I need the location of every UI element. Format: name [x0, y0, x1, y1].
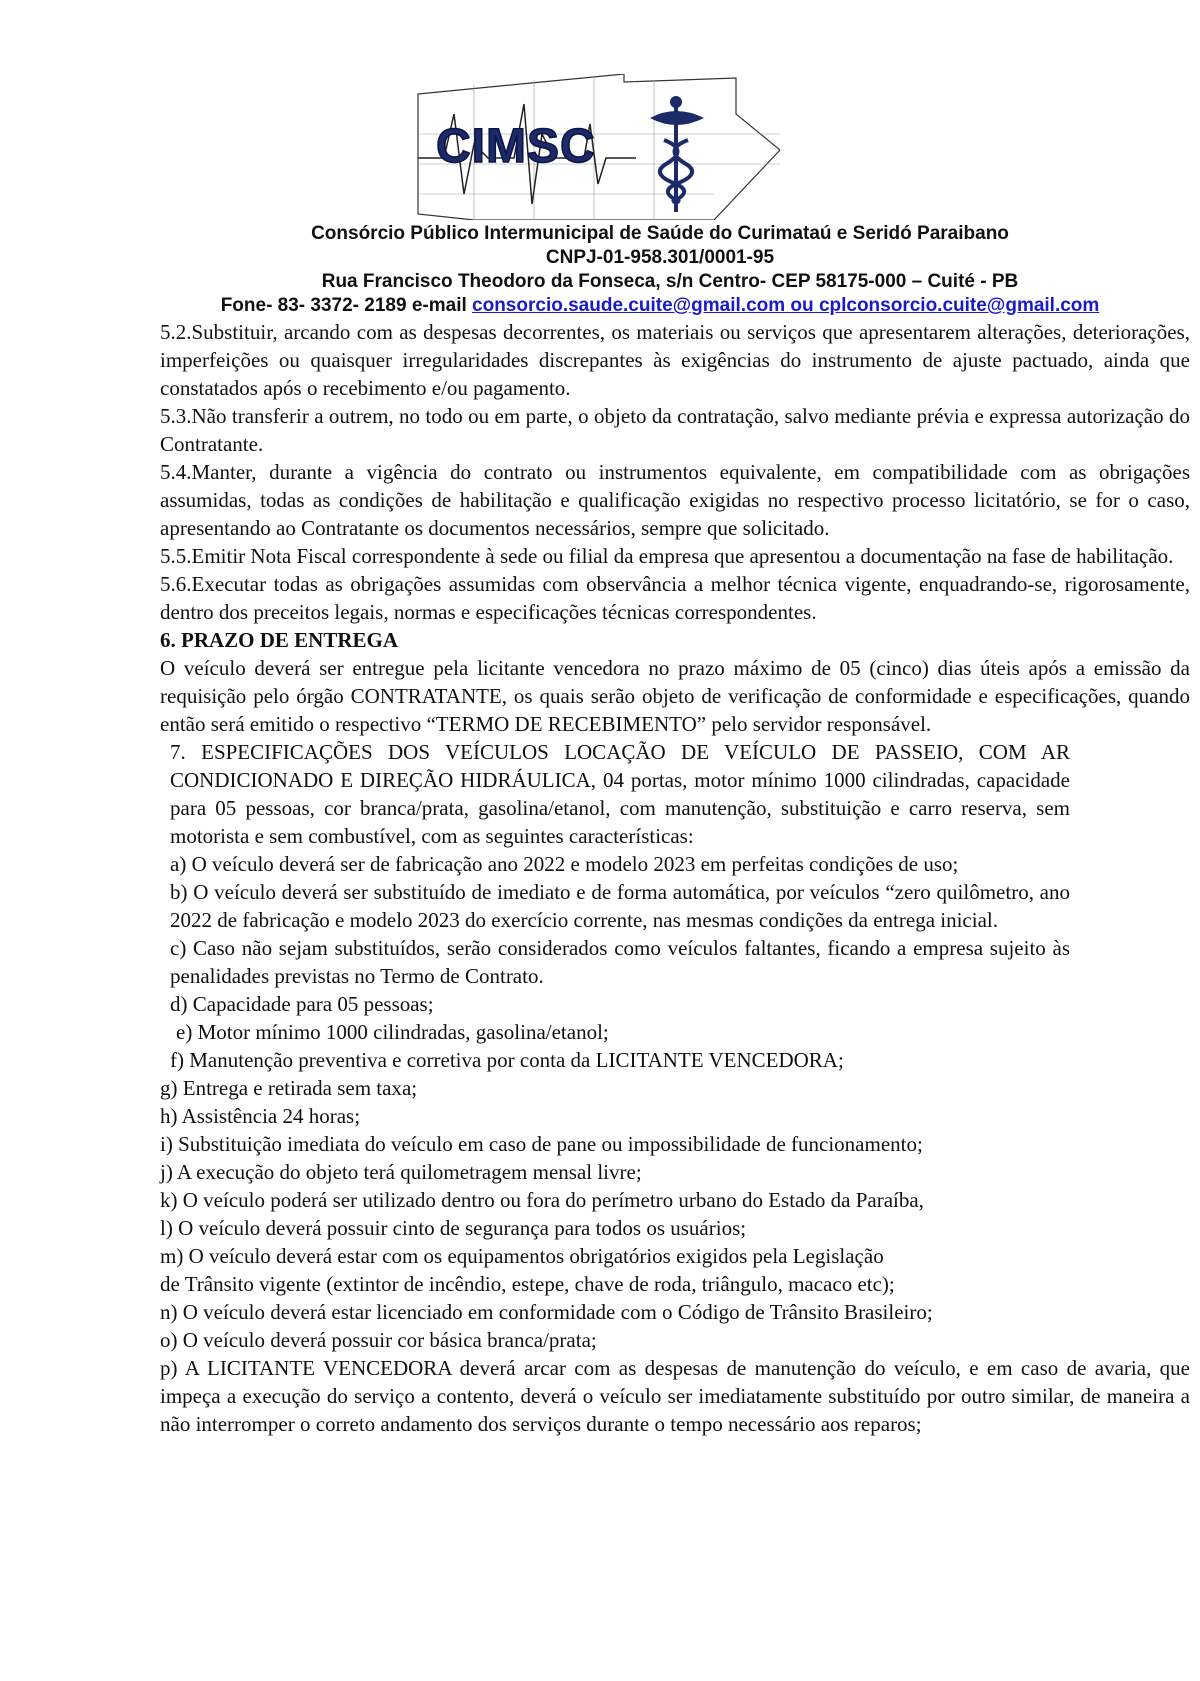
section-7	[170, 738, 1070, 1074]
header-line-cnpj: CNPJ-01-958.301/0001-95	[545, 247, 775, 268]
header-line-org: Consórcio Público Intermunicipal de Saúde do Curimataú e Seridó Paraibano	[311, 223, 1009, 244]
clause-5-4: 5.4.Manter, durante a vigência do contrato ou instrumentos equivalente, em compatibilidade com as obrigações assumidas, todas as condições de habilitação e qualificação exigidas no respectivo processo licitatório, se for o caso, apresentando ao Contratante os documentos necessários, sempre que solicitado.	[160, 460, 1190, 540]
caduceus-icon	[650, 96, 704, 212]
clause-5-6: 5.6.Executar todas as obrigações assumidas com observância a melhor técnica vigente, enquadrando-se, rigorosamente, dentro dos preceitos legais, normas e especificações técnicas correspondentes.	[160, 572, 1190, 624]
section-7-item-a: a) O veículo deverá ser de fabricação ano 2022 e modelo 2023 em perfeitas condições de uso;	[170, 852, 959, 876]
item-o: o) O veículo deverá possuir cor básica branca/prata;	[160, 1328, 597, 1352]
phone-text: Fone- 83- 3372- 2189 e-mail	[220, 295, 473, 316]
item-n: n) O veículo deverá estar licenciado em conformidade com o Código de Trânsito Brasileiro;	[160, 1300, 933, 1324]
email-link-2[interactable]: cplconsorcio.cuite@gmail.com	[818, 295, 1100, 316]
section-6-heading: 6. PRAZO DE ENTREGA	[160, 628, 399, 652]
clause-5-3: 5.3.Não transferir a outrem, no todo ou em parte, o objeto da contratação, salvo mediante prévia e expressa autorização do Contratante.	[160, 404, 1190, 456]
clause-5-5: 5.5.Emitir Nota Fiscal correspondente à sede ou filial da empresa que apresentou a documentação na fase de habilitação.	[160, 544, 1174, 568]
email-link-1[interactable]: consorcio.saude.cuite@gmail.com ou	[472, 295, 819, 316]
header-line-contact	[140, 294, 1180, 318]
item-g: g) Entrega e retirada sem taxa;	[160, 1076, 418, 1100]
section-7-item-d: d) Capacidade para 05 pessoas;	[170, 992, 434, 1016]
section-7-item-e: e) Motor mínimo 1000 cilindradas, gasolina/etanol;	[176, 1020, 609, 1044]
item-m-line-1: m) O veículo deverá estar com os equipamentos obrigatórios exigidos pela Legislação	[160, 1244, 884, 1268]
item-m-line-2: de Trânsito vigente (extintor de incêndio, estepe, chave de roda, triângulo, macaco etc);	[160, 1272, 895, 1296]
header-line-address: Rua Francisco Theodoro da Fonseca, s/n Centro- CEP 58175-000 – Cuité - PB	[321, 271, 1019, 292]
item-p: p) A LICITANTE VENCEDORA deverá arcar com as despesas de manutenção do veículo, e em caso de avaria, que impeça a execução do serviço a contento, deverá o veículo ser imediatamente substituído por outro similar, de maneira a não interromper o correto andamento dos serviços durante o tempo necessário aos reparos;	[160, 1356, 1190, 1436]
section-7-item-f: f) Manutenção preventiva e corretiva por conta da LICITANTE VENCEDORA;	[170, 1048, 844, 1072]
item-j: j) A execução do objeto terá quilometragem mensal livre;	[160, 1160, 642, 1184]
section-6-text: O veículo deverá ser entregue pela licitante vencedora no prazo máximo de 05 (cinco) dias úteis após a emissão da requisição pelo órgão CONTRATANTE, os quais serão objeto de verificação de conformidade e especificações, quando então será emitido o respectivo “TERMO DE RECEBIMENTO” pelo servidor responsável.	[160, 656, 1190, 736]
clause-5-2: 5.2.Substituir, arcando com as despesas decorrentes, os materiais ou serviços que apresentarem alterações, deteriorações, imperfeições ou quaisquer irregularidades discrepantes às exigências do instrumento de ajuste pactuado, ainda que constatados após o recebimento e/ou pagamento.	[160, 320, 1190, 400]
logo-text: CIMSC	[436, 120, 596, 173]
item-h: h) Assistência 24 horas;	[160, 1104, 361, 1128]
section-7-items-list	[160, 1074, 1190, 1438]
section-7-item-c: c) Caso não sejam substituídos, serão considerados como veículos faltantes, ficando a empresa sujeito às penalidades previstas no Termo de Contrato.	[170, 936, 1070, 988]
document-body	[160, 318, 1190, 1438]
item-l: l) O veículo deverá possuir cinto de segurança para todos os usuários;	[160, 1216, 747, 1240]
section-7-item-b: b) O veículo deverá ser substituído de imediato e de forma automática, por veículos “zero quilômetro, ano 2022 de fabricação e modelo 2023 do exercício corrente, nas mesmas condições da entrega inicial.	[170, 880, 1070, 932]
item-k: k) O veículo poderá ser utilizado dentro ou fora do perímetro urbano do Estado da Paraíba,	[160, 1188, 924, 1212]
section-7-intro: 7. ESPECIFICAÇÕES DOS VEÍCULOS LOCAÇÃO DE VEÍCULO DE PASSEIO, COM AR CONDICIONADO E DIREÇÃO HIDRÁULICA, 04 portas, motor mínimo 1000 cilindradas, capacidade para 05 pessoas, cor branca/prata, gasolina/etanol, com manutenção, substituição e carro reserva, sem motorista e sem combustível, com as seguintes características:	[170, 740, 1070, 848]
item-i: i) Substituição imediata do veículo em caso de pane ou impossibilidade de funcionamento;	[160, 1132, 923, 1156]
cimsc-logo	[414, 74, 780, 220]
